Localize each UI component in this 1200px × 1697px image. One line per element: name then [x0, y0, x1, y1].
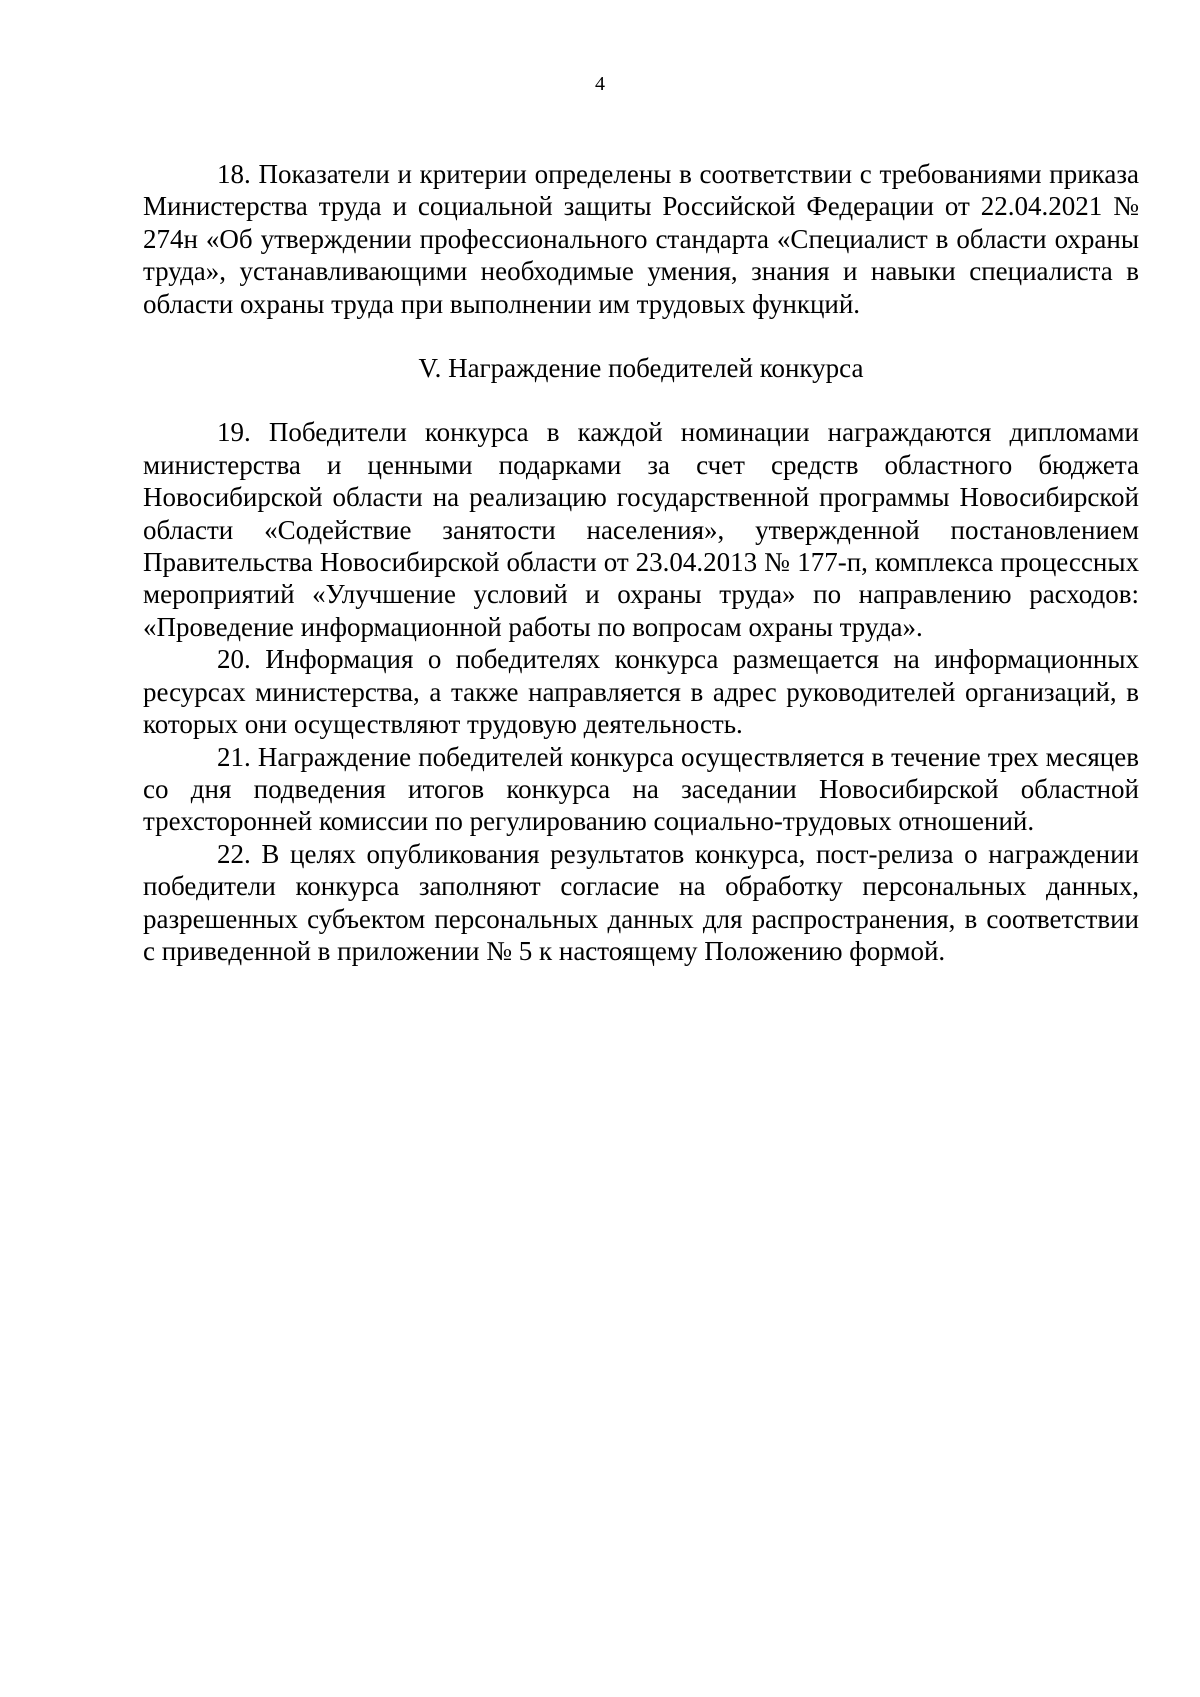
document-body [143, 158, 1139, 967]
paragraph-19: 19. Победители конкурса в каждой номинации награждаются дипломами министерства и ценными подарками за счет средств областного бюджета Новосибирской области на реализацию государственной программы Новосибирской области «Содействие занятости населения», утвержденной постановлением Правительства Новосибирской области от 23.04.2013 № 177-п, комплекса процессных мероприятий «Улучшение условий и охраны труда» по направлению расходов: «Проведение информационной работы по вопросам охраны труда». [143, 417, 1139, 642]
paragraph-18: 18. Показатели и критерии определены в соответствии с требованиями приказа Министерства труда и социальной защиты Российской Федерации от 22.04.2021 № 274н «Об утверждении профессионального стандарта «Специалист в области охраны труда», устанавливающими необходимые умения, знания и навыки специалиста в области охраны труда при выполнении им трудовых функций. [143, 159, 1139, 319]
section-heading: V. Награждение победителей конкурса [418, 353, 864, 384]
page-number: 4 [595, 73, 605, 95]
paragraph-22: 22. В целях опубликования результатов конкурса, пост-релиза о награждении победители конкурса заполняют согласие на обработку персональных данных, разрешенных субъектом персональных данных для распространения, в соответствии с приведенной в приложении № 5 к настоящему Положению формой. [143, 838, 1139, 966]
paragraph-20: 20. Информация о победителях конкурса размещается на информационных ресурсах министерства, а также направляется в адрес руководителей организаций, в которых они осуществляют трудовую деятельность. [143, 644, 1139, 740]
paragraph-21: 21. Награждение победителей конкурса осуществляется в течение трех месяцев со дня подведения итогов конкурса на заседании Новосибирской областной трехсторонней комиссии по регулированию социально-трудовых отношений. [143, 741, 1139, 837]
